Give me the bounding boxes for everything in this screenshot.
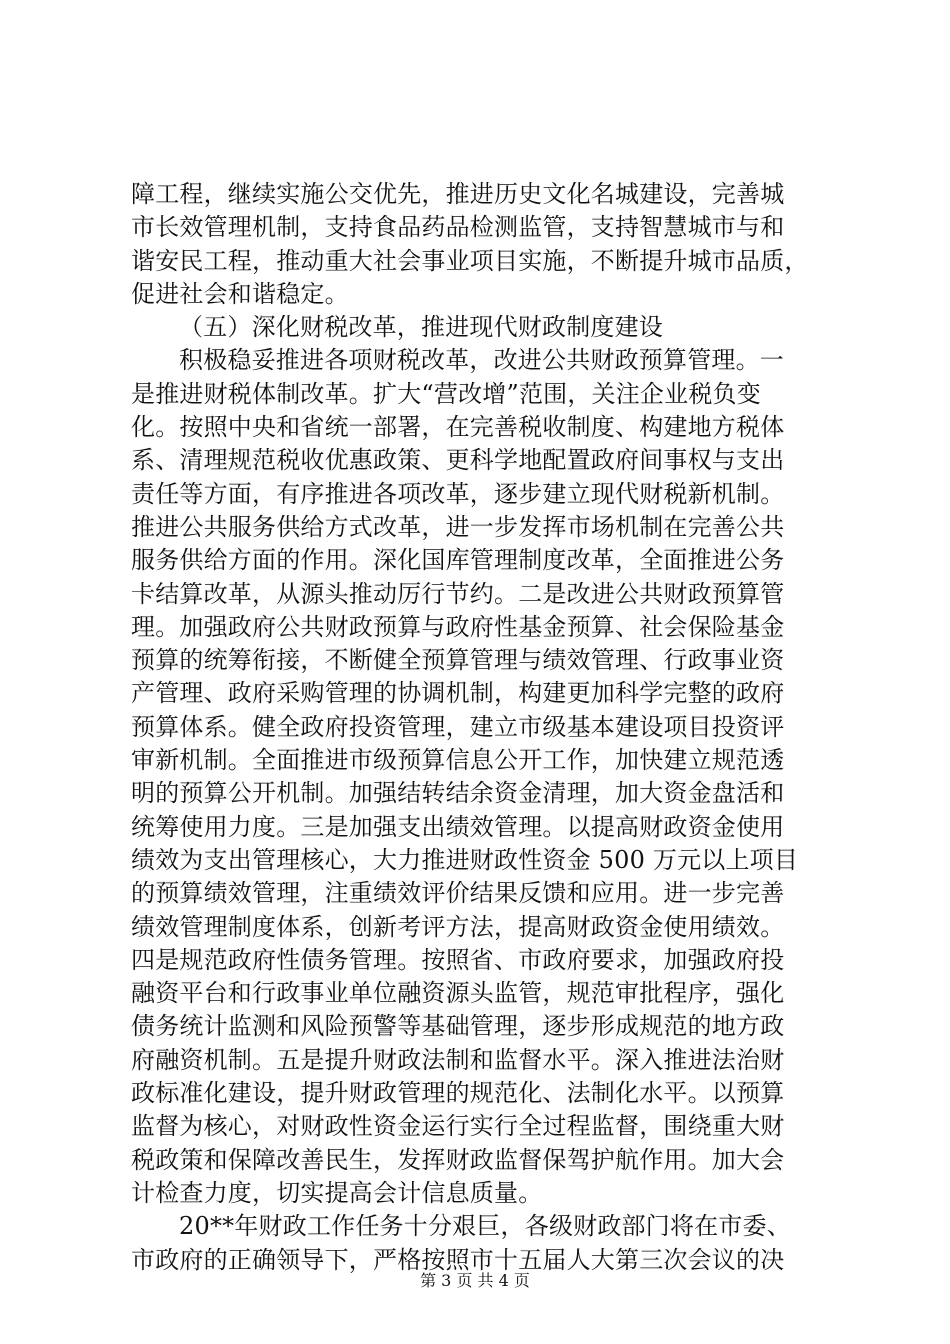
text-line: 预算的统筹衔接，不断健全预算管理与绩效管理、行政事业资	[131, 646, 785, 675]
text-line: 促进社会和谐稳定。	[131, 279, 349, 308]
text-line: 卡结算改革，从源头推动厉行节约。二是改进公共财政预算管	[131, 579, 785, 608]
text-line: 服务供给方面的作用。深化国库管理制度改革，全面推进公务	[131, 546, 785, 575]
section-heading: （五）深化财税改革，推进现代财政制度建设	[179, 313, 663, 342]
text-line: 税政策和保障改善民生，发挥财政监督保驾护航作用。加大会	[131, 1145, 785, 1174]
text-line: 融资平台和行政事业单位融资源头监管，规范审批程序，强化	[131, 979, 785, 1008]
text-line: 20**年财政工作任务十分艰巨，各级财政部门将在市委、	[179, 1212, 791, 1241]
text-line: 推进公共服务供给方式改革，进一步发挥市场机制在完善公共	[131, 512, 785, 541]
text-line: 政标准化建设，提升财政管理的规范化、法制化水平。以预算	[131, 1079, 785, 1108]
text-line: 预算体系。健全政府投资管理，建立市级基本建设项目投资评	[131, 712, 785, 741]
text-line: 是推进财税体制改革。扩大“营改增”范围，关注企业税负变	[131, 379, 761, 408]
text-line: 绩效为支出管理核心，大力推进财政性资金 500 万元以上项目	[131, 845, 799, 874]
text-line: 市长效管理机制，支持食品药品检测监管，支持智慧城市与和	[131, 213, 785, 242]
text-line: 审新机制。全面推进市级预算信息公开工作，加快建立规范透	[131, 746, 785, 775]
text-line: 系、清理规范税收优惠政策、更科学地配置政府间事权与支出	[131, 446, 785, 475]
page-footer: 第 3 页 共 4 页	[420, 1271, 530, 1290]
text-line: 理。加强政府公共财政预算与政府性基金预算、社会保险基金	[131, 612, 785, 641]
text-line: 统筹使用力度。三是加强支出绩效管理。以提高财政资金使用	[131, 812, 785, 841]
text-line: 绩效管理制度体系，创新考评方法，提高财政资金使用绩效。	[131, 912, 785, 941]
text-line: 监督为核心，对财政性资金运行实行全过程监督，围绕重大财	[131, 1112, 785, 1141]
text-line: 府融资机制。五是提升财政法制和监督水平。深入推进法治财	[131, 1045, 785, 1074]
text-line: 障工程，继续实施公交优先，推进历史文化名城建设，完善城	[131, 180, 785, 208]
text-line: 的预算绩效管理，注重绩效评价结果反馈和应用。进一步完善	[131, 879, 785, 908]
text-line: 市政府的正确领导下，严格按照市十五届人大第三次会议的决	[131, 1245, 785, 1274]
text-line: 产管理、政府采购管理的协调机制，构建更加科学完整的政府	[131, 679, 785, 708]
body-text	[131, 178, 821, 1277]
text-line: 谐安民工程，推动重大社会事业项目实施，不断提升城市品质，	[131, 246, 809, 275]
text-line: 四是规范政府性债务管理。按照省、市政府要求，加强政府投	[131, 945, 785, 974]
text-line: 计检查力度，切实提高会计信息质量。	[131, 1178, 543, 1207]
text-line: 明的预算公开机制。加强结转结余资金清理，加大资金盘活和	[131, 779, 785, 808]
text-line: 责任等方面，有序推进各项改革，逐步建立现代财税新机制。	[131, 479, 785, 508]
text-line: 债务统计监测和风险预警等基础管理，逐步形成规范的地方政	[131, 1012, 785, 1041]
text-line: 积极稳妥推进各项财税改革，改进公共财政预算管理。一	[179, 346, 784, 375]
text-line: 化。按照中央和省统一部署，在完善税收制度、构建地方税体	[131, 413, 785, 442]
